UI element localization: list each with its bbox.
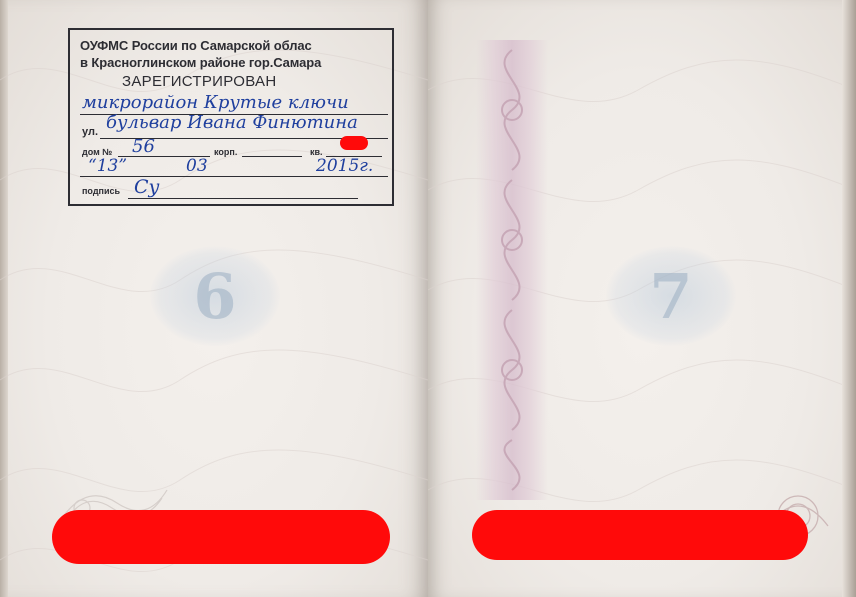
rule-line: [242, 156, 302, 157]
redaction-bottom-right: [472, 510, 808, 560]
label-apartment: кв.: [310, 147, 323, 157]
handwritten-house: 56: [132, 136, 155, 157]
label-house: дом №: [82, 147, 113, 157]
page-number-watermark: 7: [606, 246, 736, 346]
page-number-watermark: 6: [150, 246, 280, 346]
handwritten-year: 2015г.: [316, 156, 374, 176]
handwritten-signature: Су: [134, 176, 160, 198]
redaction-bottom-left: [52, 510, 390, 564]
label-street: ул.: [82, 126, 99, 138]
registration-stamp: [68, 28, 394, 206]
right-page: [428, 0, 856, 597]
redaction-apartment: [340, 136, 368, 150]
rule-line: [80, 176, 388, 177]
label-signature: подпись: [82, 186, 121, 196]
handwritten-month: 03: [186, 156, 208, 176]
handwritten-district: микрорайон Крутые ключи: [82, 92, 349, 113]
stamp-authority-line2: в Красноглинском районе гор.Самара: [80, 55, 322, 70]
day-value: 13: [96, 156, 119, 176]
stamp-authority-line1: ОУФМС России по Самарской облас: [80, 38, 312, 53]
rule-line: [128, 198, 358, 199]
handwritten-day: “13”: [88, 156, 128, 176]
ornament-icon: [476, 40, 548, 500]
label-building: корп.: [214, 147, 238, 157]
handwritten-street: бульвар Ивана Финютина: [106, 112, 358, 133]
stamp-title: ЗАРЕГИСТРИРОВАН: [122, 73, 277, 90]
